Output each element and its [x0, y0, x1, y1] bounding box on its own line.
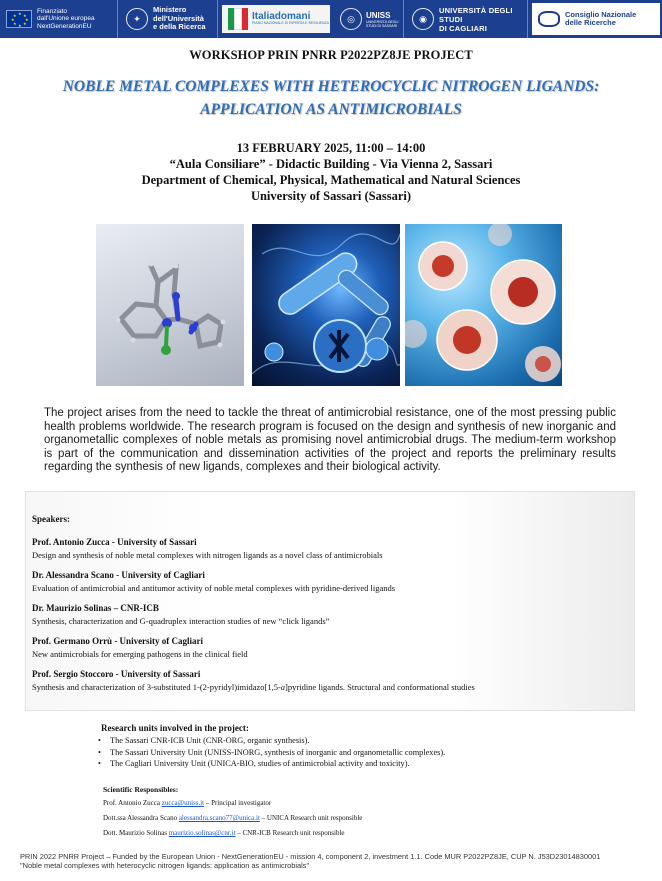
speakers-heading: Speakers: — [32, 514, 70, 524]
cells-image — [405, 224, 562, 386]
speaker-name: Prof. Antonio Zucca - University of Sassari — [32, 537, 197, 547]
responsible-row — [103, 829, 345, 838]
italiadomani-sub: PIANO NAZIONALE DI RIPRESA E RESILIENZA — [252, 20, 330, 25]
speaker-topic: New antimicrobials for emerging pathogens in the clinical field — [32, 649, 248, 659]
uniss-name: UNISS — [366, 10, 391, 20]
speaker-topic: Evaluation of antimicrobial and antitumor activity of noble metal complexes with pyridine-derived ligands — [32, 583, 396, 593]
research-unit-item: • The Sassari University Unit (UNISS-INORG, synthesis of inorganic and organometallic complexes). — [98, 747, 445, 759]
speaker-topic-part: Synthesis and characterization of 3-substituted 1-(2-pyridyl)imidazo[1,5- — [32, 682, 281, 692]
responsible-name: Dott. Maurizio Solinas — [103, 829, 167, 837]
unica-line1: UNIVERSITÀ DEGLI STUDI — [439, 5, 513, 24]
eu-funding-logo — [0, 0, 118, 38]
event-department: Department of Chemical, Physical, Mathematical and Natural Sciences — [141, 173, 521, 187]
uniss-logo — [334, 0, 404, 38]
eu-logo-line3: NextGenerationEU — [37, 22, 92, 30]
speaker-topic — [32, 682, 630, 693]
responsible-email-link[interactable]: maurizio.solinas@cnr.it — [168, 829, 236, 837]
speaker-name: Dr. Maurizio Solinas – CNR-ICB — [32, 603, 159, 613]
workshop-heading: WORKSHOP PRIN PNRR P2022PZ8JE PROJECT — [189, 48, 473, 62]
speaker-topic: Synthesis, characterization and G-quadruplex interaction studies of new “click ligands” — [32, 616, 330, 626]
cnr-logo — [532, 3, 660, 35]
mur-logo-line2: dell'Università — [153, 13, 204, 23]
uniss-seal-icon: ◎ — [340, 8, 362, 30]
research-units-title: Research units involved in the project: — [101, 723, 249, 733]
eu-logo-line1: Finanziato — [37, 7, 67, 15]
molecule-structure-image — [96, 224, 244, 386]
speaker-topic: Design and synthesis of noble metal complexes with nitrogen ligands as a novel class of antimicrobials — [32, 550, 383, 560]
responsible-name: Dott.ssa Alessandra Scano — [103, 814, 178, 822]
speaker-item — [32, 669, 630, 693]
uniss-sub: UNIVERSITÀ DEGLI STUDI DI SASSARI — [366, 19, 399, 28]
mur-logo — [118, 0, 218, 38]
republic-emblem-icon: ✦ — [126, 8, 148, 30]
mur-logo-line1: Ministero — [153, 5, 187, 15]
logo-bar — [0, 0, 662, 38]
research-units-list — [98, 735, 445, 770]
project-abstract: The project arises from the need to tackle the threat of antimicrobial resistance, one of the most pressing public health problems worldwide. The research program is focused on the design and synthesis of new inorganic and organometallic complexes of noble metals as promising novel antimicrobial drugs. The medium-term workshop is part of the communication and dissemination activities of the project and reports the preliminary results regarding the synthesis of new ligands, complexes and their biological activity. — [44, 407, 616, 473]
research-unit-item: • The Cagliari University Unit (UNICA-BIO, studies of antimicrobial activity and toxicity). — [98, 758, 445, 770]
italian-flag-icon — [228, 8, 248, 30]
event-info — [0, 140, 662, 204]
unica-line2: DI CAGLIARI — [439, 23, 488, 33]
responsible-role: – Principal investigator — [204, 799, 272, 807]
italiadomani-logo — [222, 5, 330, 33]
responsible-role: – UNICA Research unit responsible — [259, 814, 363, 822]
event-date: 13 FEBRUARY 2025, 11:00 – 14:00 — [236, 141, 426, 155]
footer — [20, 852, 652, 870]
speaker-topic-italic: a — [280, 682, 286, 692]
responsible-email-link[interactable]: zucca@uniss.it — [161, 799, 205, 807]
event-venue: “Aula Consiliare” - Didactic Building - Via Vienna 2, Sassari — [169, 157, 493, 171]
speaker-item — [32, 636, 630, 660]
main-title — [40, 75, 622, 121]
cnr-mark-icon — [538, 11, 560, 27]
speaker-name: Dr. Alessandra Scano - University of Cagliari — [32, 570, 205, 580]
responsible-name: Prof. Antonio Zucca — [103, 799, 160, 807]
main-title-line2: APPLICATION AS ANTIMICROBIALS — [200, 101, 462, 118]
speaker-topic-part: ]pyridine ligands. Structural and conformational studies — [285, 682, 475, 692]
unica-seal-icon: ◉ — [412, 8, 434, 30]
scientific-responsibles-title: Scientific Responsibles: — [103, 785, 179, 794]
research-unit-item: • The Sassari CNR-ICB Unit (CNR-ORG, organic synthesis). — [98, 735, 445, 747]
italiadomani-name: Italiadomani — [252, 11, 311, 23]
speaker-name: Prof. Germano Orrù - University of Cagliari — [32, 636, 204, 646]
main-title-line1: NOBLE METAL COMPLEXES WITH HETEROCYCLIC NITROGEN LIGANDS: — [62, 78, 600, 95]
speaker-item — [32, 570, 630, 594]
responsible-row — [103, 814, 362, 823]
unica-logo — [404, 0, 528, 38]
footer-funding-line: PRIN 2022 PNRR Project – Funded by the European Union - NextGenerationEU - mission 4, component 2, investment 1.1. Code MUR P2022PZ8JE, CUP N. J53D23014830001 — [20, 852, 601, 861]
footer-project-title: "Noble metal complexes with heterocyclic nitrogen ligands: application as antimicrobials" — [20, 861, 310, 870]
responsible-row — [103, 799, 271, 808]
cnr-line1: Consiglio Nazionale — [565, 9, 637, 19]
speaker-item — [32, 603, 630, 627]
event-university: University of Sassari (Sassari) — [250, 189, 412, 203]
eu-flag-icon: ★ ★ ★ ★ ★ ★ ★ ★ — [6, 10, 32, 28]
responsible-role: – CNR-ICB Research unit responsible — [235, 829, 345, 837]
speakers-section — [25, 491, 635, 711]
responsible-email-link[interactable]: alessandra.scano77@unica.it — [178, 814, 260, 822]
speaker-name: Prof. Sergio Stoccoro - University of Sassari — [32, 669, 201, 679]
speaker-item — [32, 537, 630, 561]
bacteria-image — [252, 224, 400, 386]
eu-logo-line2: dall'Unione europea — [37, 15, 95, 23]
mur-logo-line3: e della Ricerca — [153, 22, 206, 32]
cnr-line2: delle Ricerche — [565, 18, 616, 27]
